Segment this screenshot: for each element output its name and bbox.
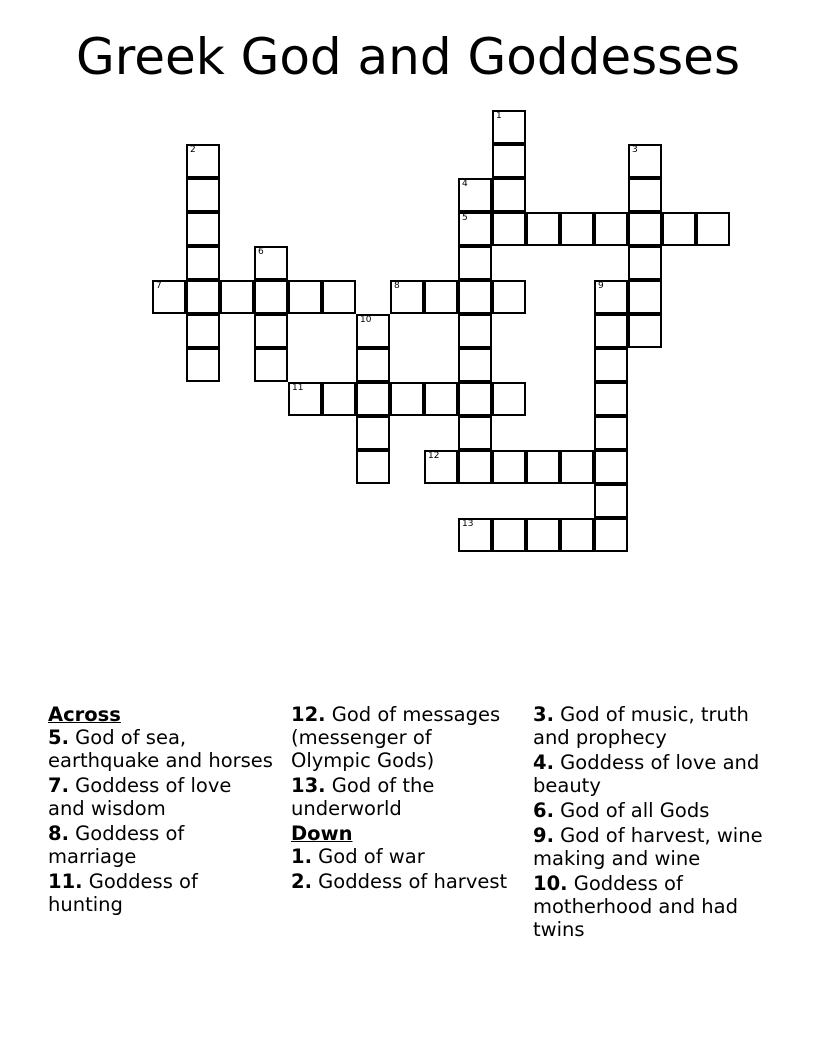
grid-cell[interactable]: [186, 314, 220, 348]
clue-down-9: [533, 824, 783, 870]
grid-cell[interactable]: [458, 382, 492, 416]
grid-cell[interactable]: [526, 450, 560, 484]
clue-number: 7.: [48, 774, 69, 797]
grid-cell[interactable]: [322, 382, 356, 416]
clue-across-5: [48, 726, 273, 772]
clue-number: 10.: [533, 872, 568, 895]
clue-text: God of war: [311, 845, 425, 868]
grid-cell[interactable]: [356, 348, 390, 382]
cell-number: 9: [598, 281, 604, 291]
grid-cell[interactable]: [254, 314, 288, 348]
grid-cell[interactable]: [254, 246, 288, 280]
cell-number: 11: [292, 383, 304, 393]
cell-number: 2: [190, 145, 196, 155]
grid-cell[interactable]: [356, 416, 390, 450]
clue-text: God of the underworld: [291, 774, 435, 820]
clue-across-7: [48, 774, 273, 820]
clue-text: Goddess of motherhood and had twins: [533, 872, 738, 941]
grid-cell[interactable]: [662, 212, 696, 246]
clue-number: 5.: [48, 726, 69, 749]
grid-cell[interactable]: [458, 416, 492, 450]
cell-number: 12: [428, 451, 440, 461]
grid-cell[interactable]: [628, 280, 662, 314]
clue-text: God of messages (messenger of Olympic Gods): [291, 703, 501, 772]
cell-number: 8: [394, 281, 400, 291]
grid-cell[interactable]: [492, 382, 526, 416]
grid-cell[interactable]: [560, 450, 594, 484]
cell-number: 4: [462, 179, 468, 189]
grid-cell[interactable]: [152, 280, 186, 314]
clue-number: 1.: [291, 845, 312, 868]
grid-cell[interactable]: [424, 382, 458, 416]
puzzle-title: Greek God and Goddesses: [76, 28, 740, 86]
grid-cell[interactable]: [526, 518, 560, 552]
cell-number: 7: [156, 281, 162, 291]
grid-cell[interactable]: [186, 280, 220, 314]
grid-cell[interactable]: [458, 450, 492, 484]
clue-down-6: [533, 799, 783, 822]
grid-cell[interactable]: [594, 280, 628, 314]
clue-down-3: [533, 703, 783, 749]
clue-number: 2.: [291, 870, 312, 893]
grid-cell[interactable]: [458, 348, 492, 382]
grid-cell[interactable]: [628, 212, 662, 246]
grid-cell[interactable]: [220, 280, 254, 314]
clue-down-10: [533, 872, 783, 941]
grid-cell[interactable]: [356, 450, 390, 484]
grid-cell[interactable]: [356, 382, 390, 416]
grid-cell[interactable]: [594, 450, 628, 484]
grid-cell[interactable]: [322, 280, 356, 314]
clue-across-8: [48, 822, 273, 868]
grid-cell[interactable]: [186, 246, 220, 280]
grid-cell[interactable]: [186, 144, 220, 178]
cell-number: 1: [496, 111, 502, 121]
clue-across-13: [291, 774, 516, 820]
grid-cell[interactable]: [628, 314, 662, 348]
grid-cell[interactable]: [492, 518, 526, 552]
grid-cell[interactable]: [594, 484, 628, 518]
grid-cell[interactable]: [458, 314, 492, 348]
grid-cell[interactable]: [696, 212, 730, 246]
grid-cell[interactable]: [288, 280, 322, 314]
grid-cell[interactable]: [424, 280, 458, 314]
grid-cell[interactable]: [628, 144, 662, 178]
clue-number: 3.: [533, 703, 554, 726]
grid-cell[interactable]: [254, 280, 288, 314]
across-heading: Across: [48, 703, 121, 726]
cell-number: 6: [258, 247, 264, 257]
grid-cell[interactable]: [492, 178, 526, 212]
clue-number: 4.: [533, 751, 554, 774]
cell-number: 10: [360, 315, 372, 325]
grid-cell[interactable]: [492, 144, 526, 178]
clue-text: Goddess of hunting: [48, 870, 198, 916]
clue-down-4: [533, 751, 783, 797]
clues-column-2: [291, 703, 516, 895]
clue-text: God of all Gods: [553, 799, 710, 822]
grid-cell[interactable]: [492, 212, 526, 246]
grid-cell[interactable]: [458, 246, 492, 280]
clue-text: God of sea, earthquake and horses: [48, 726, 273, 772]
grid-cell[interactable]: [458, 518, 492, 552]
clue-number: 8.: [48, 822, 69, 845]
clue-number: 11.: [48, 870, 83, 893]
grid-cell[interactable]: [628, 246, 662, 280]
grid-cell[interactable]: [594, 212, 628, 246]
grid-cell[interactable]: [594, 518, 628, 552]
grid-cell[interactable]: [254, 348, 288, 382]
clue-number: 9.: [533, 824, 554, 847]
clue-text: Goddess of marriage: [48, 822, 185, 868]
clue-down-1: [291, 845, 516, 868]
clue-across-11: [48, 870, 273, 916]
clues-column-3: [533, 703, 783, 943]
grid-cell[interactable]: [594, 416, 628, 450]
cell-number: 5: [462, 213, 468, 223]
clue-number: 13.: [291, 774, 326, 797]
grid-cell[interactable]: [458, 178, 492, 212]
cell-number: 13: [462, 519, 474, 529]
clue-number: 6.: [533, 799, 554, 822]
grid-cell[interactable]: [186, 212, 220, 246]
grid-cell[interactable]: [628, 178, 662, 212]
grid-cell[interactable]: [560, 518, 594, 552]
clue-down-2: [291, 870, 516, 893]
clue-number: 12.: [291, 703, 326, 726]
grid-cell[interactable]: [186, 348, 220, 382]
grid-cell[interactable]: [594, 348, 628, 382]
clue-text: God of music, truth and prophecy: [533, 703, 749, 749]
grid-cell[interactable]: [186, 178, 220, 212]
grid-cell[interactable]: [492, 450, 526, 484]
grid-cell[interactable]: [356, 314, 390, 348]
clue-text: Goddess of love and beauty: [533, 751, 760, 797]
grid-cell[interactable]: [560, 212, 594, 246]
grid-cell[interactable]: [458, 212, 492, 246]
grid-cell[interactable]: [492, 110, 526, 144]
grid-cell[interactable]: [458, 280, 492, 314]
clue-across-12: [291, 703, 516, 772]
grid-cell[interactable]: [424, 450, 458, 484]
grid-cell[interactable]: [594, 314, 628, 348]
grid-cell[interactable]: [594, 382, 628, 416]
grid-cell[interactable]: [390, 382, 424, 416]
cell-number: 3: [632, 145, 638, 155]
grid-cell[interactable]: [492, 280, 526, 314]
grid-cell[interactable]: [526, 212, 560, 246]
down-heading: Down: [291, 822, 353, 845]
grid-cell[interactable]: [288, 382, 322, 416]
clue-text: Goddess of harvest: [311, 870, 508, 893]
grid-cell[interactable]: [390, 280, 424, 314]
clues-column-1: [48, 703, 273, 918]
clue-text: God of harvest, wine making and wine: [533, 824, 763, 870]
clue-text: Goddess of love and wisdom: [48, 774, 232, 820]
